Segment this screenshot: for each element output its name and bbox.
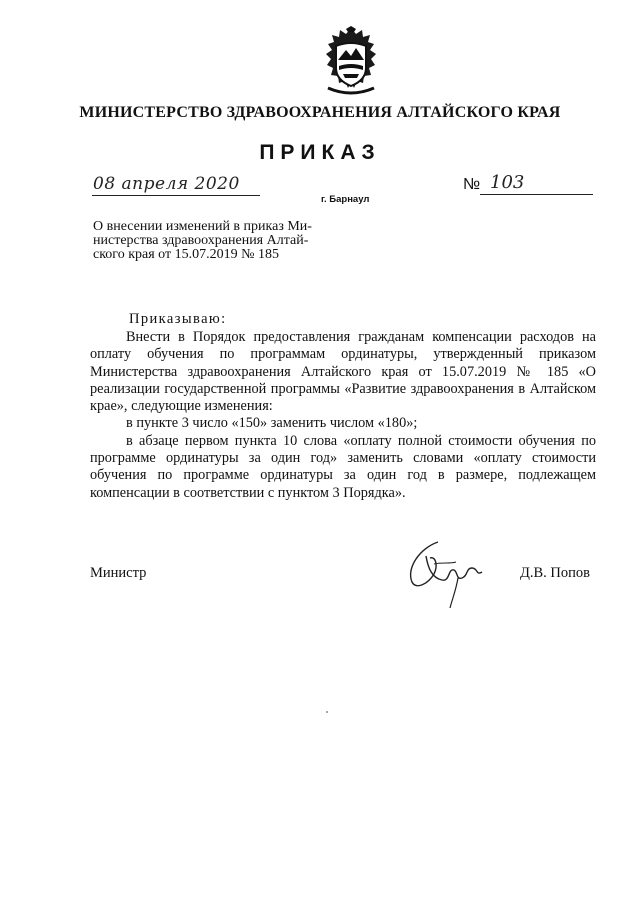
signatory-title: Министр <box>90 565 147 581</box>
subject-line: О внесении изменений в приказ Ми- <box>93 219 312 234</box>
signature-icon <box>398 538 490 610</box>
ministry-name: МИНИСТЕРСТВО ЗДРАВООХРАНЕНИЯ АЛТАЙСКОГО КРАЯ <box>79 104 561 121</box>
body-paragraph: Внести в Порядок предоставления гражданам компенсации расходов на оплату обучения по программам ординатуры, утвержденный приказом Министерства здравоохранения Алтайского края от 15.07.2019 № 185 «О реализации государственной программы «Развитие здравоохранения в Алтайском крае», следующие изменения: <box>90 329 596 415</box>
subject-line: ского края от 15.07.2019 № 185 <box>93 247 279 262</box>
subject-line: нистерства здравоохранения Алтай- <box>93 233 309 248</box>
order-intro: Приказываю: <box>129 311 227 327</box>
handwritten-date: 08 апреля 2020 <box>93 174 240 194</box>
handwritten-number: 103 <box>490 172 525 193</box>
number-underline <box>480 194 593 195</box>
date-underline <box>92 195 260 196</box>
body-paragraph: в пункте 3 число «150» заменить числом «180»; <box>126 415 418 432</box>
document-type-title: ПРИКАЗ <box>259 141 381 164</box>
city-label: г. Барнаул <box>321 194 370 205</box>
order-body <box>90 329 596 502</box>
number-label: № <box>463 176 481 193</box>
body-paragraph: в абзаце первом пункта 10 слова «оплату полной стоимости обучения по программе ординатуры за один год» заменить словами «оплату стоимости обучения по программе ординатуры за один год в размере, подлежащем компенсации в соответствии с пунктом 3 Порядка». <box>90 432 596 501</box>
order-subject <box>93 220 343 262</box>
coat-of-arms-icon <box>316 26 386 98</box>
scan-speck <box>326 711 328 713</box>
signatory-name: Д.В. Попов <box>520 565 591 581</box>
